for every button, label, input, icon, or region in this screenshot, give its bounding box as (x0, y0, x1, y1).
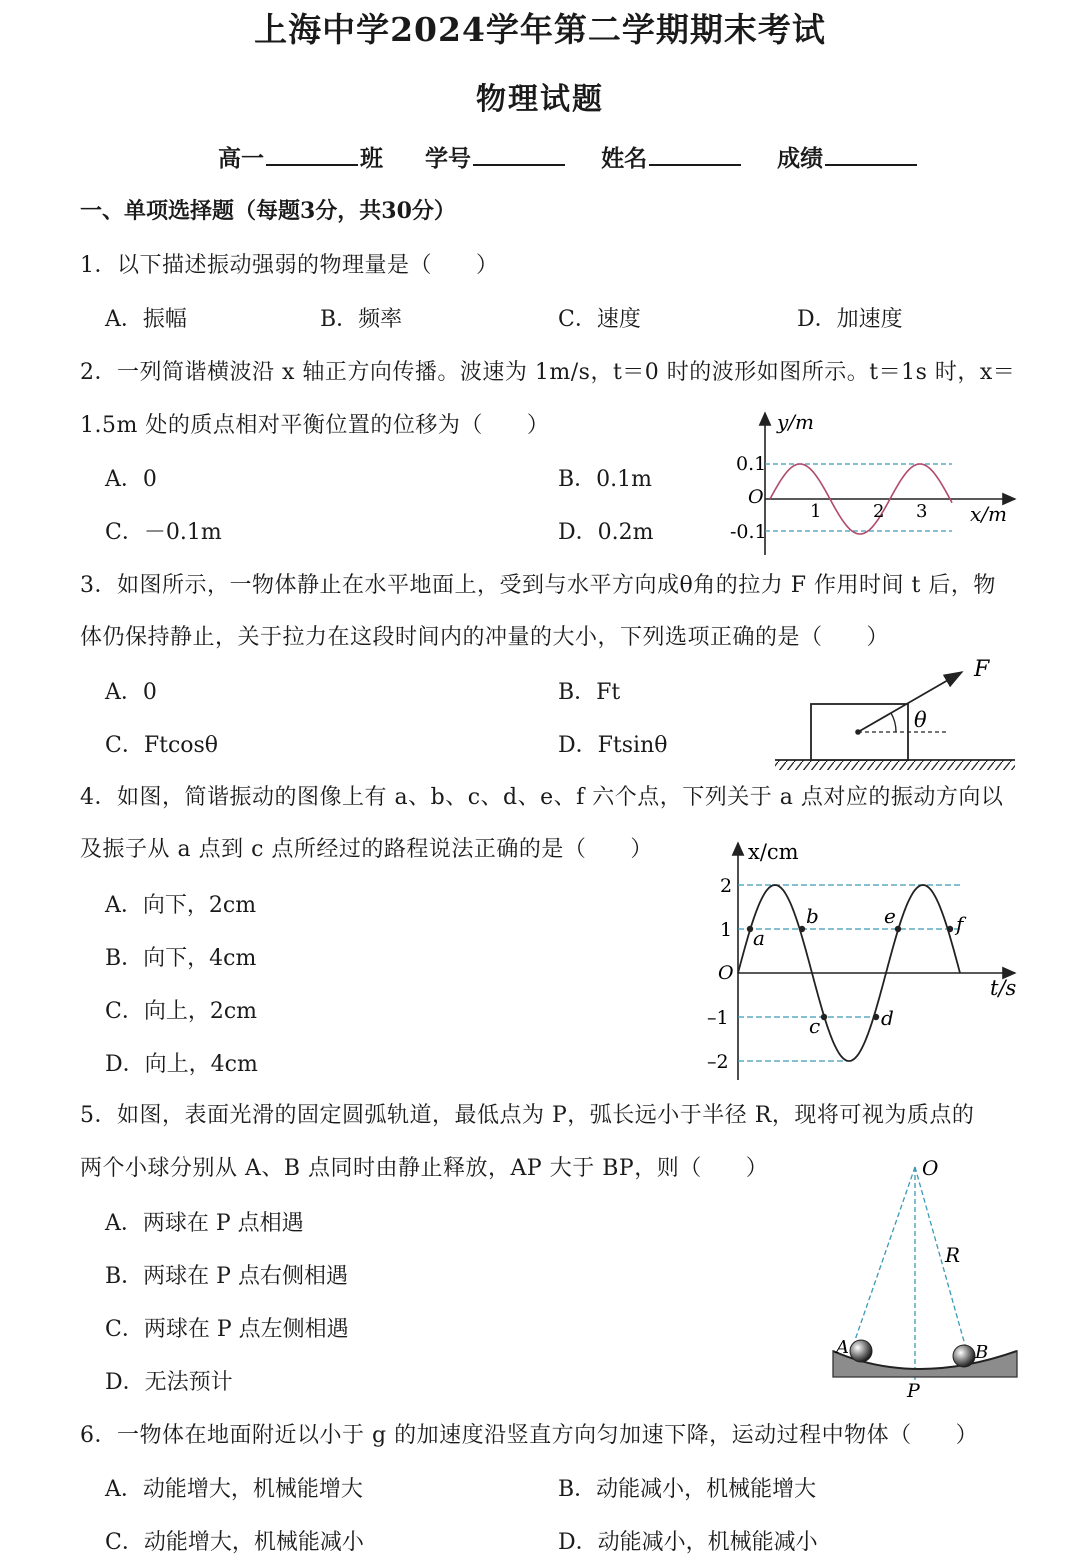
oscillation-figure (700, 835, 1030, 1085)
student-id-label: 学号 (425, 145, 472, 172)
y-axis-label: x/cm (748, 840, 799, 864)
question-1: 1．以下描述振动强弱的物理量是（ ） (80, 253, 499, 278)
question-6: 6．一物体在地面附近以小于 g 的加速度沿竖直方向匀加速下降，运动过程中物体（ ） (80, 1423, 979, 1448)
q1-option-c[interactable]: C．速度 (558, 307, 641, 332)
radius-line-a (855, 1167, 915, 1340)
point-b (799, 926, 805, 932)
origin-label: O (748, 486, 764, 508)
point-d (873, 1014, 879, 1020)
block-force-figure (770, 652, 1025, 774)
q5-option-a[interactable]: A．两球在 P 点相遇 (105, 1211, 304, 1236)
x-tick-1: 1 (810, 501, 822, 522)
q3-option-a[interactable]: A．0 (105, 680, 157, 705)
radius-label: R (945, 1243, 961, 1267)
question-2-line1: 2．一列简谐横波沿 x 轴正方向传播。波速为 1m/s，t＝0 时的波形如图所示。t＝1s 时，x＝ (80, 360, 1016, 385)
q2-option-a[interactable]: A．0 (105, 467, 157, 492)
q5-option-d[interactable]: D．无法预计 (105, 1370, 233, 1395)
q3-option-b[interactable]: B．Ft (558, 680, 621, 705)
y-axis-label: y/m (777, 410, 815, 434)
angle-label: θ (914, 708, 927, 732)
wave-figure (720, 405, 1020, 560)
q6-option-a[interactable]: A．动能增大，机械能增大 (105, 1477, 363, 1502)
student-id-blank[interactable] (473, 142, 565, 166)
q6-option-d[interactable]: D．动能减小，机械能减小 (558, 1530, 818, 1555)
y-tick-neg1: –1 (707, 1007, 729, 1029)
x-axis-label: x/m (970, 502, 1007, 526)
label-c: c (809, 1014, 821, 1038)
ball-b (953, 1345, 975, 1367)
score-label: 成绩 (777, 145, 824, 172)
y-tick-2: 2 (720, 875, 733, 897)
ground-hatch (775, 760, 1015, 770)
question-5-line2: 两个小球分别从 A、B 点同时由静止释放，AP 大于 BP，则（ ） (80, 1156, 769, 1181)
ball-b-label: B (975, 1342, 989, 1363)
label-a: a (753, 926, 765, 950)
q6-option-c[interactable]: C．动能增大，机械能减小 (105, 1530, 364, 1555)
score-blank[interactable] (825, 142, 917, 166)
q1-option-b[interactable]: B．频率 (320, 307, 403, 332)
arc-track-figure (825, 1155, 1025, 1405)
y-tick-0.1: 0.1 (736, 453, 767, 475)
label-e: e (884, 904, 896, 928)
exam-title: 上海中学2024学年第二学期期末考试 (254, 10, 826, 49)
y-tick-1: 1 (720, 919, 733, 941)
question-4-line1: 4．如图，简谐振动的图像上有 a、b、c、d、e、f 六个点，下列关于 a 点对应的振动方向以 (80, 785, 1004, 810)
q1-option-a[interactable]: A．振幅 (105, 307, 187, 332)
question-1-text: 1．以下描述振动强弱的物理量是（ (80, 253, 432, 278)
question-2-line2: 1.5m 处的质点相对平衡位置的位移为（ ） (80, 413, 550, 438)
pivot-label: O (922, 1156, 939, 1180)
q3-option-d[interactable]: D．Ftsinθ (558, 733, 668, 758)
x-tick-3: 3 (916, 501, 928, 522)
label-d: d (881, 1006, 894, 1030)
x-tick-2: 2 (873, 501, 885, 522)
q4-option-c[interactable]: C．向上，2cm (105, 999, 258, 1024)
q2-option-b[interactable]: B．0.1m (558, 467, 653, 492)
q2-option-c[interactable]: C．－0.1m (105, 520, 222, 545)
q6-option-b[interactable]: B．动能减小，机械能增大 (558, 1477, 817, 1502)
force-arrow (858, 672, 962, 732)
question-3-line2: 体仍保持静止，关于拉力在这段时间内的冲量的大小，下列选项正确的是（ ） (80, 625, 890, 650)
point-f (947, 926, 953, 932)
q4-option-a[interactable]: A．向下，2cm (105, 893, 257, 918)
force-label: F (974, 657, 990, 682)
class-blank[interactable] (266, 142, 358, 166)
q3-option-c[interactable]: C．Ftcosθ (105, 733, 219, 758)
ball-a-label: A (836, 1337, 849, 1358)
question-4-line2: 及振子从 a 点到 c 点所经过的路程说法正确的是（ ） (80, 837, 653, 862)
q2-option-d[interactable]: D．0.2m (558, 520, 654, 545)
ball-a (850, 1340, 872, 1362)
name-blank[interactable] (649, 142, 741, 166)
y-tick-neg0.1: -0.1 (730, 521, 767, 543)
student-info-row (218, 140, 919, 173)
q4-option-b[interactable]: B．向下，4cm (105, 946, 257, 971)
label-b: b (806, 904, 819, 928)
question-5-line1: 5．如图，表面光滑的固定圆弧轨道，最低点为 P，弧长远小于半径 R，现将可视为质点的 (80, 1103, 975, 1128)
class-suffix: 班 (360, 145, 383, 172)
origin-label: O (718, 962, 734, 984)
q4-option-d[interactable]: D．向上，4cm (105, 1052, 258, 1077)
question-3-line1: 3．如图所示，一物体静止在水平地面上，受到与水平方向成θ角的拉力 F 作用时间 t 后，物 (80, 573, 996, 598)
q5-option-c[interactable]: C．两球在 P 点左侧相遇 (105, 1317, 349, 1342)
subject-title: 物理试题 (476, 82, 604, 117)
lowest-point-label: P (907, 1380, 920, 1402)
point-c (821, 1014, 827, 1020)
section-heading: 一、单项选择题（每题3分，共30分） (80, 198, 456, 224)
force-origin-dot (855, 729, 861, 735)
label-f: f (956, 912, 964, 936)
q1-option-d[interactable]: D．加速度 (797, 307, 903, 332)
t-axis-label: t/s (990, 976, 1017, 1000)
y-tick-neg2: –2 (707, 1051, 729, 1073)
q5-option-b[interactable]: B．两球在 P 点右侧相遇 (105, 1264, 348, 1289)
name-label: 姓名 (601, 145, 648, 172)
class-prefix: 高一 (218, 145, 264, 172)
